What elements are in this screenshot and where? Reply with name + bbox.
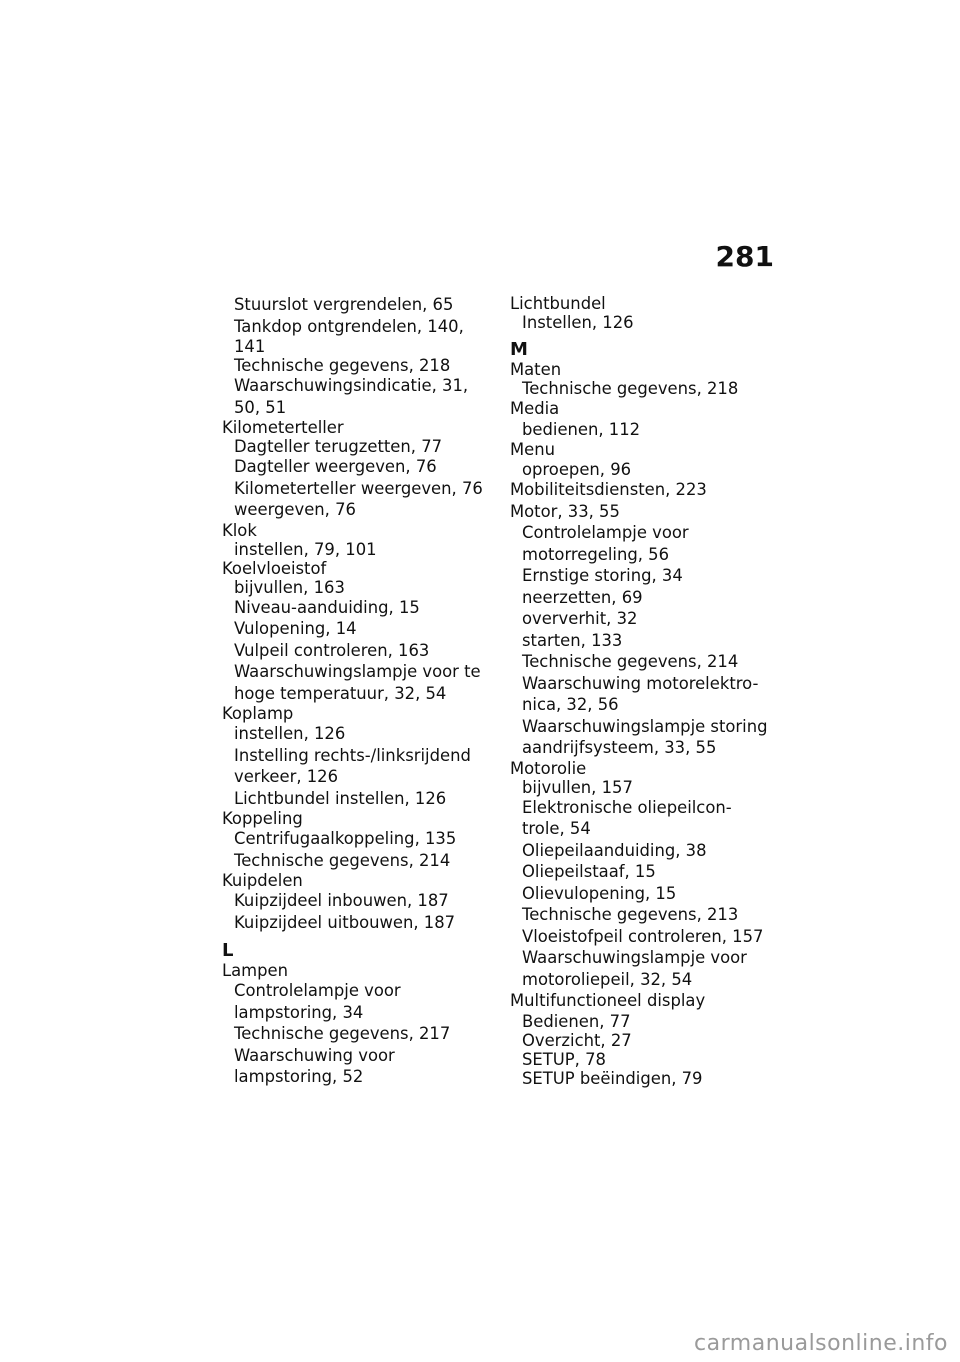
index-subentry: weergeven, 76 (234, 500, 356, 519)
index-subentry: oproepen, 96 (522, 460, 632, 479)
index-subentry: Kuipzijdeel inbouwen, 187 (234, 891, 449, 910)
index-subentry: SETUP, 78 (522, 1049, 606, 1069)
index-subentry: Kilometerteller weergeven, 76 (234, 478, 483, 498)
index-subentry: bijvullen, 163 (234, 577, 345, 597)
index-subentry: neerzetten, 69 (522, 587, 643, 607)
index-entry: Klok (222, 520, 257, 540)
index-subentry: Kuipzijdeel uitbouwen, 187 (234, 912, 456, 932)
index-subentry: Centrifugaalkoppeling, 135 (234, 829, 457, 848)
index-subentry: Technische gegevens, 217 (234, 1024, 451, 1043)
index-entry: Koelvloeistof (222, 558, 327, 578)
index-subentry: lampstoring, 52 (234, 1067, 364, 1086)
index-entry: Motor, 33, 55 (510, 501, 620, 521)
index-subentry: Dagteller weergeven, 76 (234, 457, 437, 476)
index-subentry: Waarschuwingslampje voor (522, 948, 747, 967)
index-entry: Lichtbundel (510, 294, 606, 313)
index-subentry: 50, 51 (234, 397, 287, 417)
index-entry: Menu (510, 439, 556, 459)
index-subentry: Controlelampje voor (234, 981, 401, 1000)
index-subentry: hoge temperatuur, 32, 54 (234, 683, 447, 703)
index-subentry: Technische gegevens, 218 (522, 379, 739, 398)
index-subentry: Dagteller terugzetten, 77 (234, 437, 443, 456)
index-subentry: Vulpeil controleren, 163 (234, 640, 430, 660)
watermark-text: carmanualsonline.info (694, 1331, 948, 1356)
index-subentry: oververhit, 32 (522, 609, 638, 628)
index-subentry: Bedienen, 77 (522, 1011, 631, 1031)
index-subentry: motorregeling, 56 (522, 544, 670, 564)
index-subentry: Instellen, 126 (522, 313, 634, 332)
index-subentry: lampstoring, 34 (234, 1002, 364, 1022)
index-column-right (510, 294, 782, 1088)
index-subentry: Tankdop ontgrendelen, 140, (234, 316, 464, 336)
index-subentry: instellen, 126 (234, 724, 346, 743)
index-subentry: Vulopening, 14 (234, 619, 357, 638)
index-entry: Media (510, 399, 560, 418)
index-subentry: Stuurslot vergrendelen, 65 (234, 295, 454, 314)
index-subentry: Waarschuwingslampje storing (522, 716, 768, 736)
index-subentry: bedienen, 112 (522, 419, 641, 439)
index-entry: Multifunctioneel display (510, 991, 706, 1010)
index-subentry: Niveau-aanduiding, 15 (234, 597, 420, 617)
index-entry: Mobiliteitsdiensten, 223 (510, 480, 707, 499)
index-entry: Koppeling (222, 809, 303, 828)
index-subentry: nica, 32, 56 (522, 695, 619, 714)
index-subentry: motoroliepeil, 32, 54 (522, 969, 693, 989)
index-subentry: Technische gegevens, 213 (522, 905, 739, 924)
index-subentry: Waarschuwingsindicatie, 31, (234, 376, 469, 395)
index-subentry: trole, 54 (522, 819, 591, 838)
index-subentry: Vloeistofpeil controleren, 157 (522, 926, 764, 946)
index-entry: Kuipdelen (222, 871, 303, 890)
index-subentry: Instelling rechts-/linksrijdend (234, 745, 471, 765)
index-subentry: instellen, 79, 101 (234, 539, 377, 559)
index-letter-heading: M (510, 339, 528, 360)
index-subentry: bijvullen, 157 (522, 777, 633, 797)
index-subentry: Oliepeilaanduiding, 38 (522, 840, 707, 860)
index-letter-heading: L (222, 940, 234, 961)
index-column-left (222, 294, 507, 1088)
index-subentry: Technische gegevens, 214 (234, 850, 451, 870)
index-subentry: Olievulopening, 15 (522, 883, 677, 903)
index-subentry: Controlelampje voor (522, 523, 689, 542)
index-subentry: 141 (234, 337, 266, 356)
index-subentry: aandrijfsysteem, 33, 55 (522, 738, 717, 757)
index-subentry: Ernstige storing, 34 (522, 566, 683, 585)
index-subentry: Elektronische oliepeilcon- (522, 797, 732, 817)
index-entry: Koplamp (222, 704, 294, 723)
page-number: 281 (715, 240, 774, 273)
index-subentry: SETUP beëindigen, 79 (522, 1068, 703, 1088)
index-subentry: Waarschuwing motorelektro- (522, 673, 759, 693)
index-entry: Kilometerteller (222, 418, 344, 437)
index-subentry: starten, 133 (522, 630, 623, 650)
index-subentry: Waarschuwingslampje voor te (234, 662, 481, 681)
index-entry: Lampen (222, 961, 289, 980)
index-subentry: Overzicht, 27 (522, 1030, 632, 1050)
index-subentry: Waarschuwing voor (234, 1045, 395, 1065)
index-entry: Maten (510, 360, 562, 379)
index-entry: Motorolie (510, 758, 587, 778)
index-subentry: Technische gegevens, 214 (522, 652, 739, 671)
index-subentry: Lichtbundel instellen, 126 (234, 788, 447, 808)
index-subentry: Oliepeilstaaf, 15 (522, 862, 656, 881)
index-subentry: Technische gegevens, 218 (234, 356, 451, 375)
index-subentry: verkeer, 126 (234, 767, 339, 786)
